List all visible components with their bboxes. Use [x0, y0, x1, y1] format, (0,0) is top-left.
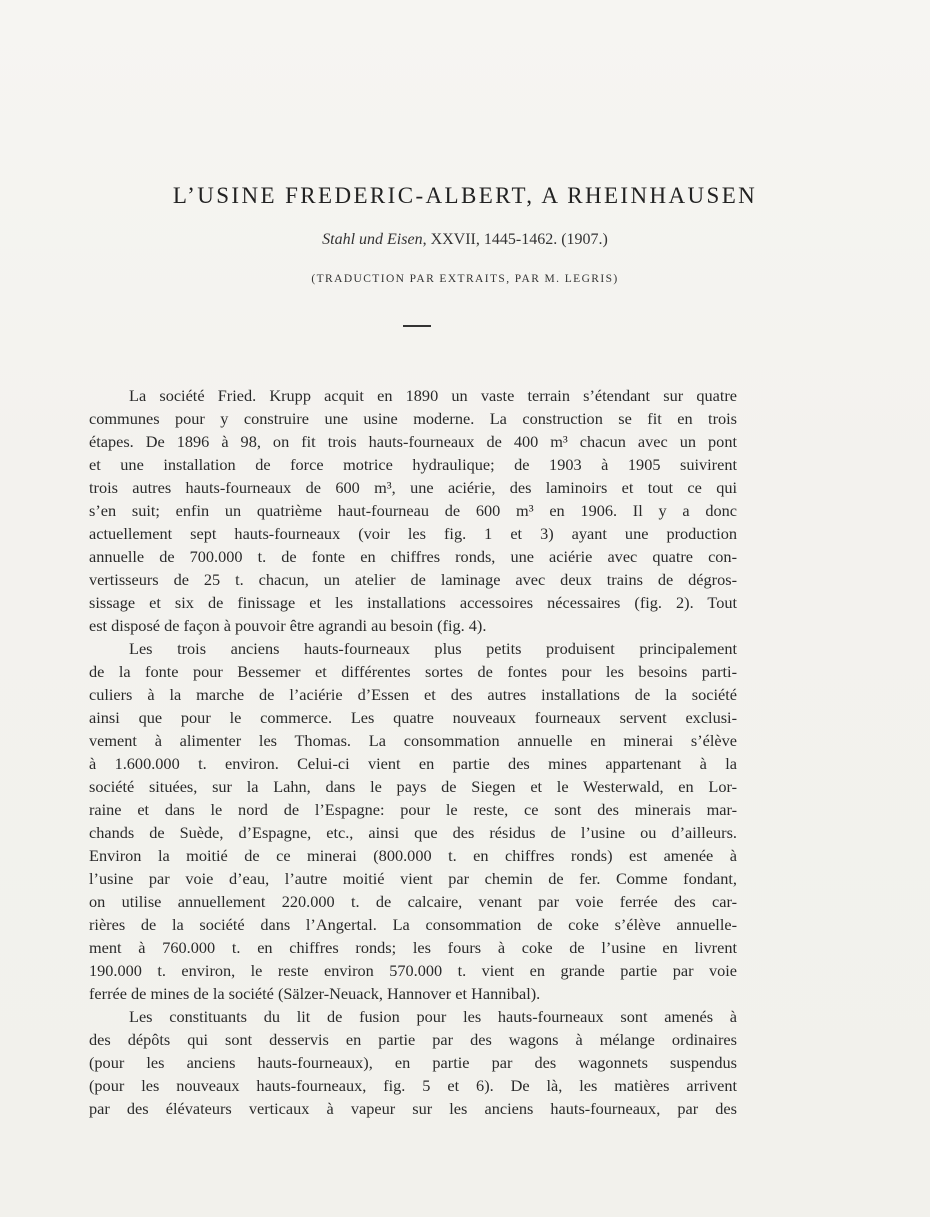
text-line: communes pour y construire une usine moderne. La construction se fit en trois — [89, 409, 737, 428]
text-line: Les trois anciens hauts-fourneaux plus petits produisent principalement — [129, 639, 737, 658]
text-line: de la fonte pour Bessemer et différentes sortes de fontes pour les besoins parti- — [89, 662, 737, 681]
text-line: raine et dans le nord de l’Espagne: pour le reste, ce sont des minerais mar- — [89, 800, 737, 819]
text-line: l’usine par voie d’eau, l’autre moitié vient par chemin de fer. Comme fondant, — [89, 869, 737, 888]
text-line: trois autres hauts-fourneaux de 600 m³, une aciérie, des laminoirs et tout ce qui — [89, 478, 737, 497]
text-line: est disposé de façon à pouvoir être agrandi au besoin (fig. 4). — [89, 616, 487, 635]
text-line: et une installation de force motrice hydraulique; de 1903 à 1905 suivirent — [89, 455, 737, 474]
source-reference: , XXVII, 1445-1462. (1907.) — [422, 231, 608, 248]
text-line: Environ la moitié de ce minerai (800.000 t. en chiffres ronds) est amenée à — [89, 846, 737, 865]
text-line: rières de la société dans l’Angertal. La consommation de coke s’élève annuelle- — [89, 915, 737, 934]
text-line: culiers à la marche de l’aciérie d’Essen et des autres installations de la société — [89, 685, 737, 704]
text-line: s’en suit; enfin un quatrième haut-fourneau de 600 m³ en 1906. Il y a donc — [89, 501, 737, 520]
text-line: actuellement sept hauts-fourneaux (voir les fig. 1 et 3) ayant une production — [89, 524, 737, 543]
text-line: La société Fried. Krupp acquit en 1890 un vaste terrain s’étendant sur quatre — [129, 386, 737, 405]
text-line: chands de Suède, d’Espagne, etc., ainsi que des résidus de l’usine ou d’ailleurs. — [89, 823, 737, 842]
text-line: on utilise annuellement 220.000 t. de calcaire, venant par voie ferrée des car- — [89, 892, 737, 911]
text-line: des dépôts qui sont desservis en partie par des wagons à mélange ordinaires — [89, 1030, 737, 1049]
text-line: 190.000 t. environ, le reste environ 570.000 t. vient en grande partie par voie — [89, 961, 737, 980]
text-line: société situées, sur la Lahn, dans le pays de Siegen et le Westerwald, en Lor- — [89, 777, 737, 796]
text-line: étapes. De 1896 à 98, on fit trois hauts-fourneaux de 400 m³ chacun avec un pont — [89, 432, 737, 451]
translation-note: (TRADUCTION PAR EXTRAITS, PAR M. LEGRIS) — [311, 273, 619, 285]
article-title: L’USINE FREDERIC-ALBERT, A RHEINHAUSEN — [172, 183, 758, 208]
source-citation — [0, 231, 930, 249]
text-line: par des élévateurs verticaux à vapeur sur les anciens hauts-fourneaux, par des — [89, 1099, 737, 1118]
text-line: (pour les anciens hauts-fourneaux), en partie par des wagonnets suspendus — [89, 1053, 737, 1072]
text-line: vertisseurs de 25 t. chacun, un atelier de laminage avec deux trains de dégros- — [89, 570, 737, 589]
text-line: sissage et six de finissage et les installations accessoires nécessaires (fig. 2). Tout — [89, 593, 737, 612]
section-divider — [403, 325, 431, 327]
text-line: ainsi que pour le commerce. Les quatre nouveaux fourneaux servent exclusi- — [89, 708, 737, 727]
text-line: (pour les nouveaux hauts-fourneaux, fig. 5 et 6). De là, les matières arrivent — [89, 1076, 737, 1095]
text-line: Les constituants du lit de fusion pour les hauts-fourneaux sont amenés à — [129, 1007, 737, 1026]
text-line: ment à 760.000 t. en chiffres ronds; les fours à coke de l’usine en livrent — [89, 938, 737, 957]
source-journal: Stahl und Eisen — [322, 231, 423, 248]
article-body — [89, 384, 737, 1120]
text-line: vement à alimenter les Thomas. La consommation annuelle en minerai s’élève — [89, 731, 737, 750]
text-line: ferrée de mines de la société (Sälzer-Neuack, Hannover et Hannibal). — [89, 984, 541, 1003]
text-line: annuelle de 700.000 t. de fonte en chiffres ronds, une aciérie avec quatre con- — [89, 547, 737, 566]
text-line: à 1.600.000 t. environ. Celui-ci vient en partie des mines appartenant à la — [89, 754, 737, 773]
